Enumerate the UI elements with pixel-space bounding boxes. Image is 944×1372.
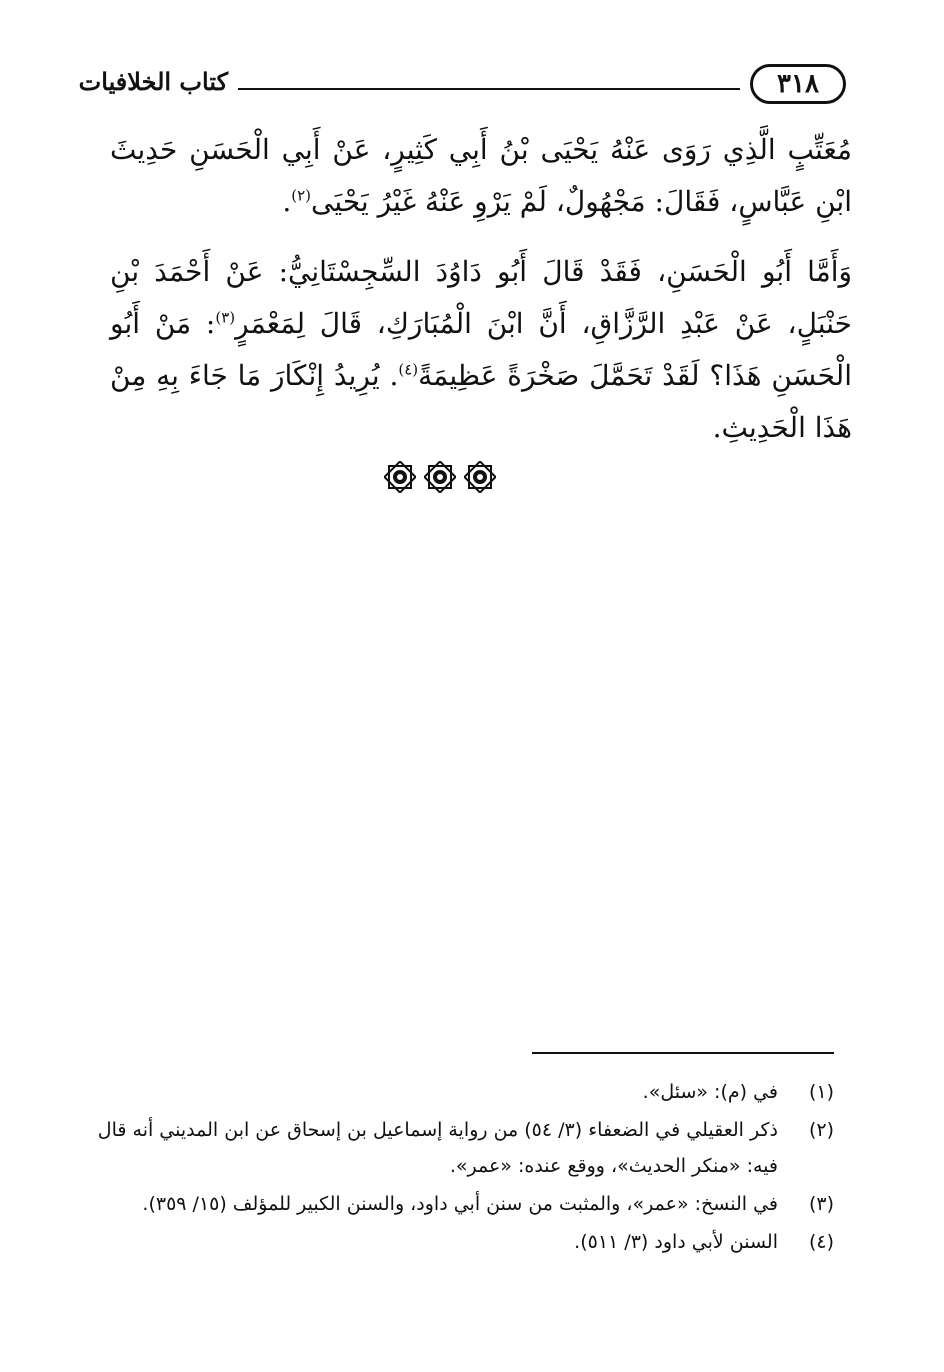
octagram-flower-icon (424, 461, 456, 493)
main-text (110, 124, 852, 454)
footnote-3 (94, 1186, 834, 1222)
octagram-flower-icon (384, 461, 416, 493)
paragraph-text: . (282, 185, 292, 218)
footnote-separator (532, 1052, 834, 1054)
footnote-reference[interactable]: (٤) (398, 360, 419, 379)
paragraph-1 (110, 124, 852, 228)
footnote-text: في النسخ: «عمر»، والمثبت من سنن أبي داود، والسنن الكبير للمؤلف (١٥/ ٣٥٩). (142, 1193, 778, 1215)
footnote-1 (94, 1074, 834, 1110)
section-divider-ornament (384, 458, 496, 496)
footnote-number: (٣) (808, 1193, 834, 1215)
footnote-reference[interactable]: (٣) (215, 308, 236, 327)
footnote-reference[interactable]: (٢) (291, 186, 312, 205)
book-title: كتاب الخلافيات (78, 67, 228, 96)
paragraph-text: وَأَمَّا أَبُو الْحَسَنِ، فَقَدْ قَالَ أَبُو دَاوُدَ السِّجِسْتَانِيُّ: عَنْ أَحْمَدَ بْنِ حَنْبَلٍ، عَنْ عَبْدِ الرَّزَّاقِ، أَنَّ ابْنَ الْمُبَارَكِ، قَالَ لِمَعْمَرٍ (110, 255, 852, 340)
paragraph-2 (110, 246, 852, 454)
footnote-text: ذكر العقيلي في الضعفاء (٣/ ٥٤) من رواية إسماعيل بن إسحاق عن ابن المديني أنه قال فيه: «منكر الحديث»، ووقع عنده: «عمر». (97, 1119, 778, 1177)
footnotes-section (94, 1074, 834, 1262)
footnote-number: (٢) (808, 1119, 834, 1141)
paragraph-text: : مَنْ أَبُو الْحَسَنِ هَذَا؟ لَقَدْ تَحَمَّلَ صَخْرَةً عَظِيمَةً (110, 307, 852, 392)
header-rule (238, 88, 740, 90)
paragraph-text: مُعَتِّبٍ الَّذِي رَوَى عَنْهُ يَحْيَى بْنُ أَبِي كَثِيرٍ، عَنْ أَبِي الْحَسَنِ حَدِيثَ ابْنِ عَبَّاسٍ، فَقَالَ: مَجْهُولٌ، لَمْ يَرْوِ عَنْهُ غَيْرُ يَحْيَى (110, 133, 852, 218)
footnote-2 (94, 1112, 834, 1184)
footnote-number: (١) (808, 1081, 834, 1103)
footnote-text: في (م): «سئل». (642, 1081, 778, 1103)
paragraph-text: . يُرِيدُ إِنْكَارَ مَا جَاءَ بِهِ مِنْ هَذَا الْحَدِيثِ. (110, 359, 852, 444)
footnote-4 (94, 1224, 834, 1260)
footnote-text: السنن لأبي داود (٣/ ٥١١). (574, 1231, 778, 1253)
footnote-number: (٤) (808, 1231, 834, 1253)
octagram-flower-icon (464, 461, 496, 493)
running-header (78, 62, 846, 110)
page-number: ٣١٨ (750, 64, 846, 104)
